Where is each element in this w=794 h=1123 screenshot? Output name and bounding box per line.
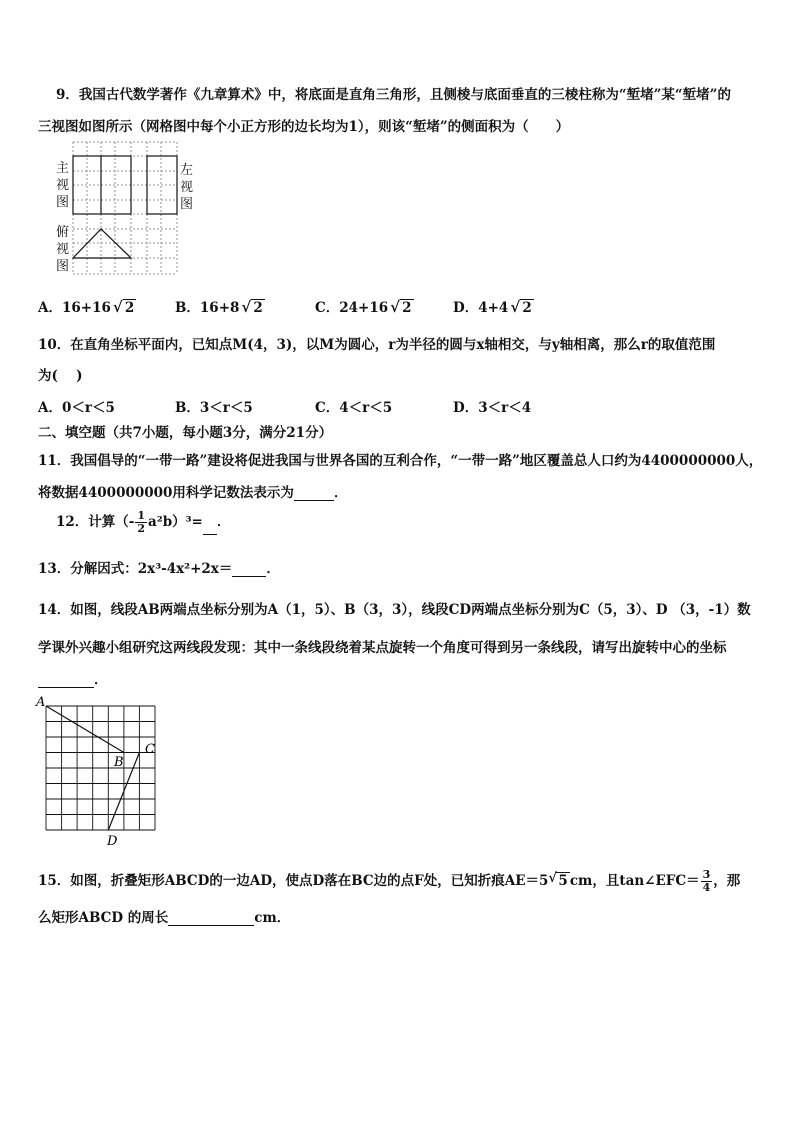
q10-line2: 为( ) (38, 368, 83, 384)
segment-ab (46, 706, 124, 753)
q10-line1: 10．在直角坐标平面内，已知点M(4，3)，以M为圆心，r为半径的圆与x轴相交，与y轴相离，那么r的取值范围 (38, 337, 716, 353)
q9-option-a[interactable]: A．16+16 √ 2 (38, 298, 135, 316)
point-d-label: D (107, 834, 118, 848)
q10-option-d[interactable]: D．3＜r＜4 (453, 400, 532, 416)
q9-line1: 9．我国古代数学著作《九章算术》中，将底面是直角三角形，且侧棱与底面垂直的三棱柱称为“堑堵”某“堑堵”的 (56, 87, 731, 103)
point-a-label: A (36, 695, 46, 710)
q9-line2: 三视图如图所示（网格图中每个小正方形的边长均为1），则该“堑堵”的侧面积为（ ） (38, 119, 570, 135)
q9-option-d[interactable]: D．4+4 √ 2 (453, 298, 532, 316)
q14-line1: 14．如图，线段AB两端点坐标分别为A（1，5）、B（3，3），线段CD两端点坐标分别为C（5，3）、D （3，-1）数 (38, 602, 751, 618)
q10-option-b[interactable]: B．3＜r＜5 (175, 400, 253, 416)
q11-line1: 11．我国倡导的“一带一路”建设将促进我国与世界各国的互利合作，“一带一路”地区覆盖总人口约为4400000000人， (38, 453, 763, 469)
q15-fraction: $\frac{3}{4}$ (702, 868, 711, 894)
q11-answer-blank[interactable] (294, 500, 334, 501)
section-heading: 二、填空题（共7小题，每小题3分，满分21分） (38, 425, 333, 441)
front-view-label: 主视图 (56, 161, 70, 210)
q12-answer-blank[interactable] (203, 534, 217, 535)
q14-line3: ． (38, 668, 108, 688)
point-b-label: B (114, 755, 124, 770)
q10-option-c[interactable]: C．4＜r＜5 (315, 400, 393, 416)
q13-answer-blank[interactable] (232, 576, 266, 577)
q10-option-a[interactable]: A．0＜r＜5 (38, 400, 115, 416)
q9-option-b[interactable]: B．16+8 √ 2 (175, 298, 263, 316)
q15-line1: 15．如图，折叠矩形ABCD的一边AD，使点D落在BC边的点F处，已知折痕AE＝5 √ 5 cm，且tan∠EFC＝ $\frac{3}{4}$ ，那 (38, 868, 741, 894)
q12-fraction: $\frac{1}{2}$ (137, 509, 146, 535)
q15-answer-blank[interactable] (168, 925, 254, 926)
q15-line2: 么矩形ABCD 的周长 cm． (38, 910, 291, 926)
q14-grid-figure (34, 692, 164, 848)
q9-option-c[interactable]: C．24+16 √ 2 (315, 298, 412, 316)
q14-line2: 学课外兴趣小组研究这两线段发现：其中一条线段绕着某点旋转一个角度可得到另一条线段，请写出旋转中心的坐标 (38, 640, 727, 656)
q13-line: 13．分解因式：2x³-4x²+2x＝ ． (38, 561, 280, 577)
top-view-triangle (73, 229, 131, 258)
top-view-label: 俯视图 (56, 225, 70, 274)
q11-line2: 将数据4400000000用科学记数法表示为 ． (38, 485, 348, 501)
point-c-label: C (145, 742, 155, 757)
q14-answer-blank[interactable] (38, 687, 94, 688)
left-view-label: 左视图 (180, 163, 194, 212)
q12-line: 12．计算（- $\frac{1}{2}$ a²b）³= ． (56, 509, 231, 535)
